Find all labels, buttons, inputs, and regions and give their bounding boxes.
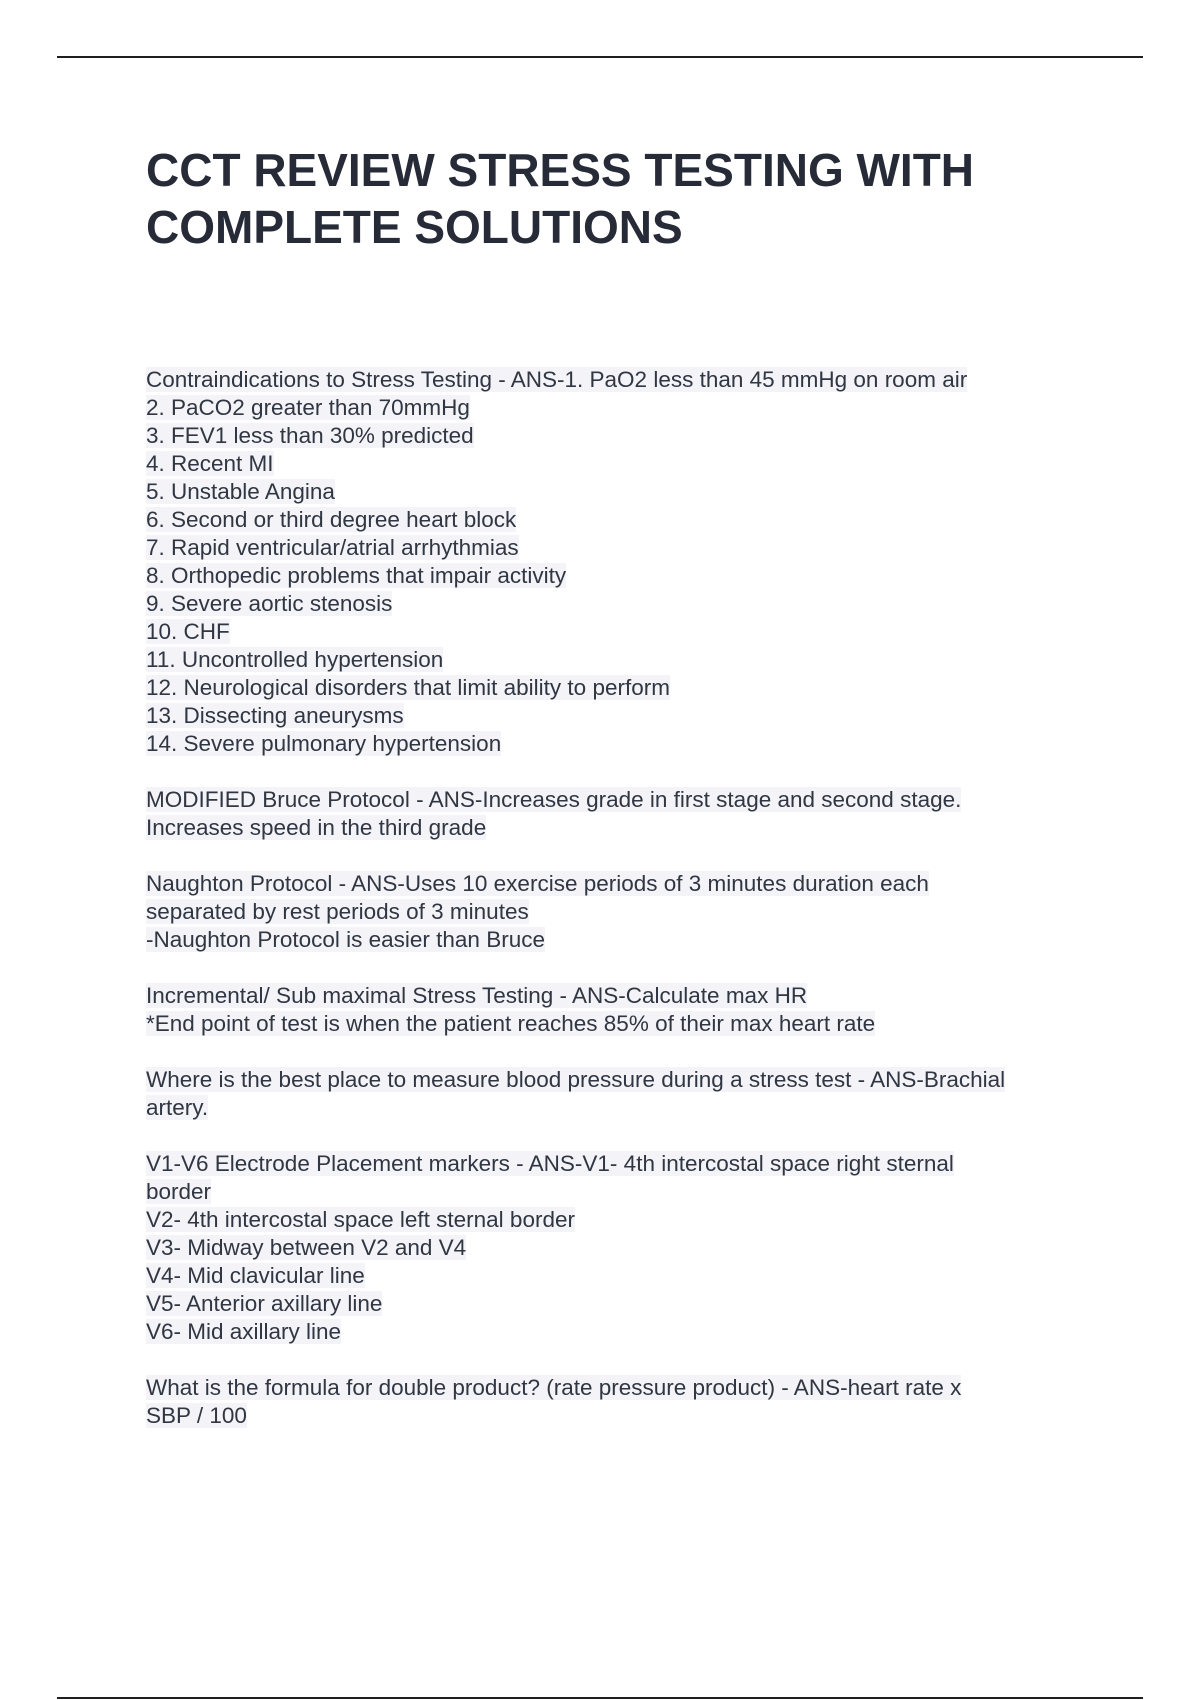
qa-line-text: artery. [146,1095,209,1120]
qa-line [146,506,1086,534]
qa-line-text: V5- Anterior axillary line [146,1291,383,1316]
qa-line-text: 2. PaCO2 greater than 70mmHg [146,395,470,420]
qa-line [146,814,1086,842]
qa-line-text: 10. CHF [146,619,230,644]
qa-content [146,366,1086,1458]
qa-entry [146,1374,1086,1430]
qa-line-text: V3- Midway between V2 and V4 [146,1235,467,1260]
top-rule [57,56,1143,58]
qa-line-text: V6- Mid axillary line [146,1319,342,1344]
qa-line-text: MODIFIED Bruce Protocol - ANS-Increases grade in first stage and second stage. [146,787,962,812]
qa-line-text: 8. Orthopedic problems that impair activity [146,563,567,588]
bottom-rule [57,1697,1143,1699]
qa-line-text: 12. Neurological disorders that limit ability to perform [146,675,670,700]
qa-line [146,1318,1086,1346]
qa-line [146,534,1086,562]
qa-line [146,478,1086,506]
qa-line-text: 3. FEV1 less than 30% predicted [146,423,474,448]
title-line-2: COMPLETE SOLUTIONS [146,201,683,253]
qa-line-text: SBP / 100 [146,1403,247,1428]
qa-entry [146,982,1086,1038]
qa-line [146,870,1086,898]
qa-line [146,926,1086,954]
qa-line-text: V4- Mid clavicular line [146,1263,365,1288]
qa-line [146,1290,1086,1318]
qa-line-text: Incremental/ Sub maximal Stress Testing - ANS-Calculate max HR [146,983,808,1008]
qa-line-text: border [146,1179,212,1204]
qa-entry [146,786,1086,842]
qa-line [146,898,1086,926]
qa-line-text: separated by rest periods of 3 minutes [146,899,529,924]
qa-line-text: *End point of test is when the patient reaches 85% of their max heart rate [146,1011,876,1036]
qa-line [146,1262,1086,1290]
qa-line [146,1178,1086,1206]
qa-line [146,1094,1086,1122]
qa-line [146,646,1086,674]
qa-line [146,1206,1086,1234]
qa-line [146,674,1086,702]
qa-entry [146,870,1086,954]
qa-line-text: 11. Uncontrolled hypertension [146,647,444,672]
qa-line-text: 13. Dissecting aneurysms [146,703,404,728]
qa-line-text: 14. Severe pulmonary hypertension [146,731,502,756]
qa-line [146,450,1086,478]
qa-line-text: 5. Unstable Angina [146,479,335,504]
qa-line [146,1234,1086,1262]
qa-line [146,366,1086,394]
qa-line [146,562,1086,590]
qa-line-text: Naughton Protocol - ANS-Uses 10 exercise periods of 3 minutes duration each [146,871,929,896]
qa-line-text: Where is the best place to measure blood pressure during a stress test - ANS-Brachial [146,1067,1006,1092]
qa-line-text: What is the formula for double product? (rate pressure product) - ANS-heart rate x [146,1375,962,1400]
qa-entry [146,1150,1086,1346]
qa-line-text: Contraindications to Stress Testing - ANS-1. PaO2 less than 45 mmHg on room air [146,367,968,392]
qa-entry [146,366,1086,758]
qa-line [146,730,1086,758]
qa-line-text: Increases speed in the third grade [146,815,487,840]
qa-line [146,786,1086,814]
qa-line [146,590,1086,618]
qa-line [146,1010,1086,1038]
qa-line [146,1066,1086,1094]
qa-entry [146,1066,1086,1122]
document-title [146,142,1106,256]
title-line-1: CCT REVIEW STRESS TESTING WITH [146,144,975,196]
qa-line [146,1374,1086,1402]
qa-line-text: 4. Recent MI [146,451,274,476]
qa-line [146,1402,1086,1430]
qa-line [146,1150,1086,1178]
qa-line [146,618,1086,646]
qa-line [146,982,1086,1010]
qa-line-text: 7. Rapid ventricular/atrial arrhythmias [146,535,519,560]
qa-line [146,422,1086,450]
qa-line-text: V1-V6 Electrode Placement markers - ANS-V1- 4th intercostal space right sternal [146,1151,954,1176]
qa-line [146,702,1086,730]
qa-line-text: V2- 4th intercostal space left sternal border [146,1207,575,1232]
qa-line-text: -Naughton Protocol is easier than Bruce [146,927,545,952]
qa-line-text: 6. Second or third degree heart block [146,507,517,532]
qa-line [146,394,1086,422]
qa-line-text: 9. Severe aortic stenosis [146,591,393,616]
